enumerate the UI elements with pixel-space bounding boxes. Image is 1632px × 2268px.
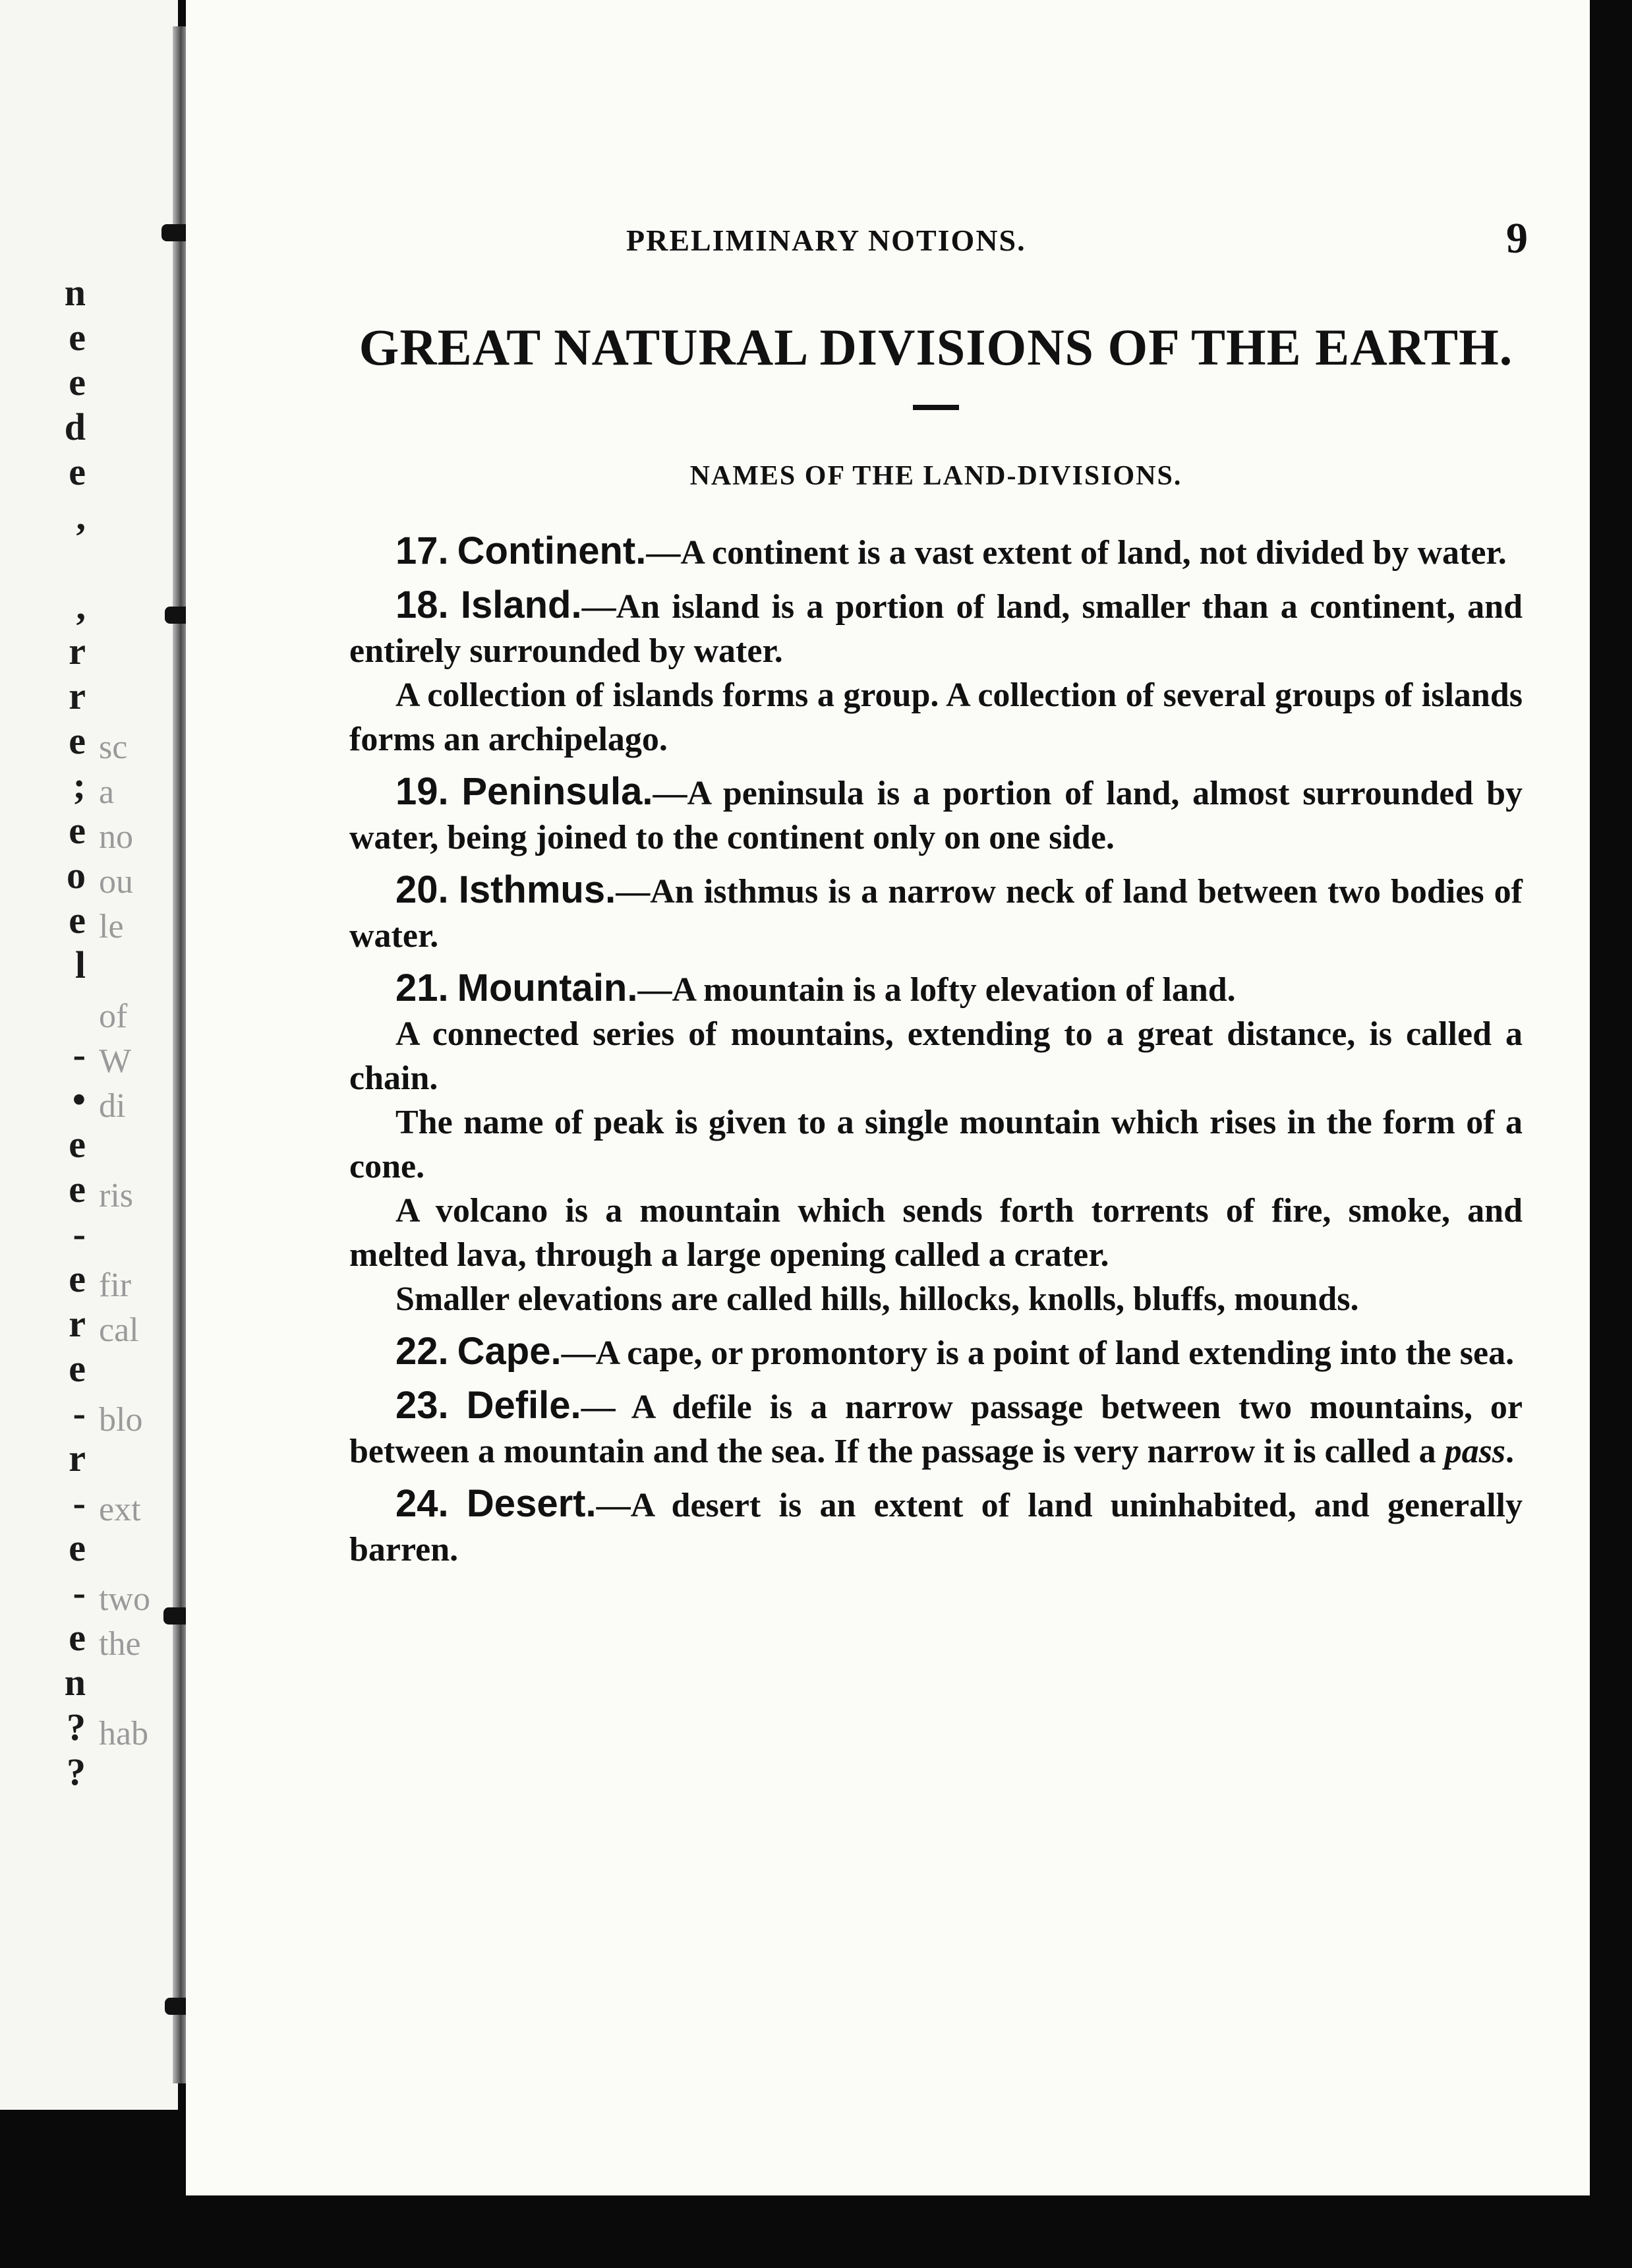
left-faint-word: blo <box>99 1401 143 1439</box>
entry-definition: —A mountain is a lofty elevation of land. <box>637 971 1236 1009</box>
left-edge-letter: e <box>69 1168 86 1210</box>
left-edge-letter: ? <box>67 1706 86 1748</box>
entry-note: A collection of islands forms a group. A collection of several groups of islands forms an archipelago. <box>349 676 1523 758</box>
entry-note: Smaller elevations are called hills, hillocks, knolls, bluffs, mounds. <box>395 1280 1359 1318</box>
left-faint-word: no <box>99 818 133 856</box>
left-edge-letter: e <box>69 719 86 762</box>
entry-definition: —An island is a portion of land, smaller than a continent, and entirely surrounded by water. <box>349 588 1523 670</box>
left-page-show-through-text <box>99 725 178 1756</box>
book-page <box>186 0 1590 2195</box>
definition-entry <box>349 529 1523 575</box>
left-edge-letter: r <box>69 1302 86 1345</box>
left-edge-letter: - <box>73 1571 86 1614</box>
left-faint-word: the <box>99 1625 141 1663</box>
entry-note: A volcano is a mountain which sends forth torrents of fire, smoke, and melted lava, through a large opening called a crater. <box>349 1192 1523 1274</box>
left-edge-letter: e <box>69 1123 86 1166</box>
page-title: GREAT NATURAL DIVISIONS OF THE EARTH. <box>359 318 1513 376</box>
left-facing-page <box>0 0 178 2110</box>
left-faint-word: two <box>99 1580 150 1618</box>
entry-number: 18. <box>395 583 449 626</box>
left-faint-word: fir <box>99 1267 132 1304</box>
left-edge-letter: e <box>69 809 86 852</box>
left-edge-letter: e <box>69 316 86 359</box>
definition-entry <box>349 583 1523 761</box>
left-edge-letter: e <box>69 1526 86 1569</box>
left-faint-word: a <box>99 773 115 811</box>
left-edge-letter: - <box>73 1392 86 1435</box>
left-edge-letter: , <box>76 495 86 538</box>
left-faint-word: sc <box>99 729 128 766</box>
left-faint-word: ris <box>99 1177 133 1214</box>
entry-definition-italic: pass <box>1444 1433 1506 1470</box>
definition-entry <box>349 966 1523 1321</box>
left-edge-letter: e <box>69 899 86 941</box>
left-edge-letter: r <box>69 674 86 717</box>
left-edge-letter: e <box>69 1257 86 1300</box>
entry-definition-end: . <box>1505 1433 1515 1470</box>
book-gutter <box>173 26 187 2083</box>
definition-paragraph <box>349 1329 1523 1375</box>
definition-paragraph <box>349 583 1523 673</box>
left-edge-letter: n <box>64 1661 86 1704</box>
running-title: PRELIMINARY NOTIONS. <box>626 224 1026 257</box>
page-content <box>349 214 1528 1580</box>
left-faint-word <box>99 1667 178 1712</box>
definition-paragraph <box>349 1383 1523 1474</box>
left-faint-word <box>99 949 178 994</box>
left-edge-letter: - <box>73 1033 86 1076</box>
left-page-edge-text <box>0 270 86 1795</box>
left-edge-letter: e <box>69 1616 86 1659</box>
entry-number: 23. <box>395 1384 449 1427</box>
entry-definition: —A continent is a vast extent of land, not divided by water. <box>646 534 1507 572</box>
left-faint-word: le <box>99 908 124 945</box>
entry-term: Island. <box>460 583 582 626</box>
left-faint-word: W <box>99 1042 132 1080</box>
left-edge-letter: o <box>67 854 86 897</box>
definition-paragraph <box>349 529 1523 575</box>
definition-entry <box>349 1329 1523 1375</box>
left-edge-letter: r <box>69 630 86 672</box>
left-faint-word: hab <box>99 1715 149 1752</box>
entry-list <box>349 529 1523 1572</box>
entry-note: A connected series of mountains, extending to a great distance, is called a chain. <box>349 1015 1523 1097</box>
entry-term: Cape. <box>457 1330 562 1373</box>
left-edge-letter: ; <box>73 764 86 807</box>
left-edge-letter: r <box>69 1437 86 1479</box>
left-faint-word <box>99 1443 178 1487</box>
left-edge-letter: l <box>74 943 86 986</box>
entry-number: 24. <box>395 1482 449 1525</box>
entry-term: Desert. <box>466 1482 597 1525</box>
left-edge-letter: , <box>76 585 86 628</box>
left-edge-letter: n <box>64 271 86 314</box>
left-edge-letter: e <box>69 1347 86 1390</box>
definition-entry <box>349 868 1523 958</box>
entry-number: 20. <box>395 868 449 911</box>
definition-paragraph <box>349 1481 1523 1572</box>
left-faint-word <box>99 1129 178 1174</box>
left-edge-letter: • <box>72 1078 86 1121</box>
left-edge-letter: - <box>73 1212 86 1255</box>
entry-definition: —A desert is an extent of land uninhabited, and generally barren. <box>349 1487 1523 1568</box>
entry-term: Continent. <box>457 529 647 572</box>
left-edge-letter: e <box>69 361 86 403</box>
definition-entry <box>349 1383 1523 1474</box>
entry-definition: —An isthmus is a narrow neck of land between two bodies of water. <box>349 873 1523 955</box>
entry-term: Defile. <box>466 1384 581 1427</box>
entry-number: 19. <box>395 770 449 813</box>
section-heading: NAMES OF THE LAND-DIVISIONS. <box>689 461 1182 491</box>
entry-number: 17. <box>395 529 449 572</box>
definition-paragraph <box>349 868 1523 958</box>
definition-entry <box>349 769 1523 860</box>
entry-term: Isthmus. <box>458 868 616 911</box>
left-faint-word <box>99 1532 178 1577</box>
entry-definition: — A defile is a narrow passage between two mountains, or between a mountain and the sea. If the passage is very narrow it is called a <box>349 1388 1523 1470</box>
left-faint-word <box>99 1218 178 1263</box>
left-edge-letter: d <box>64 405 86 448</box>
left-faint-word: of <box>99 998 128 1035</box>
definition-paragraph <box>349 769 1523 860</box>
entry-number: 22. <box>395 1330 449 1373</box>
entry-definition: —A peninsula is a portion of land, almost surrounded by water, being joined to the continent only on one side. <box>349 775 1523 856</box>
left-faint-word: cal <box>99 1311 139 1349</box>
entry-term: Mountain. <box>457 967 638 1009</box>
title-rule <box>913 405 959 410</box>
left-faint-word <box>99 1353 178 1398</box>
left-edge-letter <box>0 988 86 1032</box>
left-faint-word: ext <box>99 1491 141 1528</box>
entry-term: Peninsula. <box>461 770 653 813</box>
entry-definition: —A cape, or promontory is a point of land extending into the sea. <box>561 1334 1515 1372</box>
definition-entry <box>349 1481 1523 1572</box>
definition-paragraph <box>349 966 1523 1012</box>
entry-number: 21. <box>395 967 449 1009</box>
running-head <box>349 214 1528 270</box>
left-edge-letter <box>0 539 86 584</box>
entry-note: The name of peak is given to a single mountain which rises in the form of a cone. <box>349 1104 1523 1185</box>
page-number: 9 <box>1506 214 1528 262</box>
left-edge-letter: ? <box>67 1750 86 1793</box>
left-faint-word: di <box>99 1087 126 1125</box>
left-edge-letter: - <box>73 1481 86 1524</box>
left-edge-letter: e <box>69 450 86 493</box>
left-faint-word: ou <box>99 863 133 901</box>
